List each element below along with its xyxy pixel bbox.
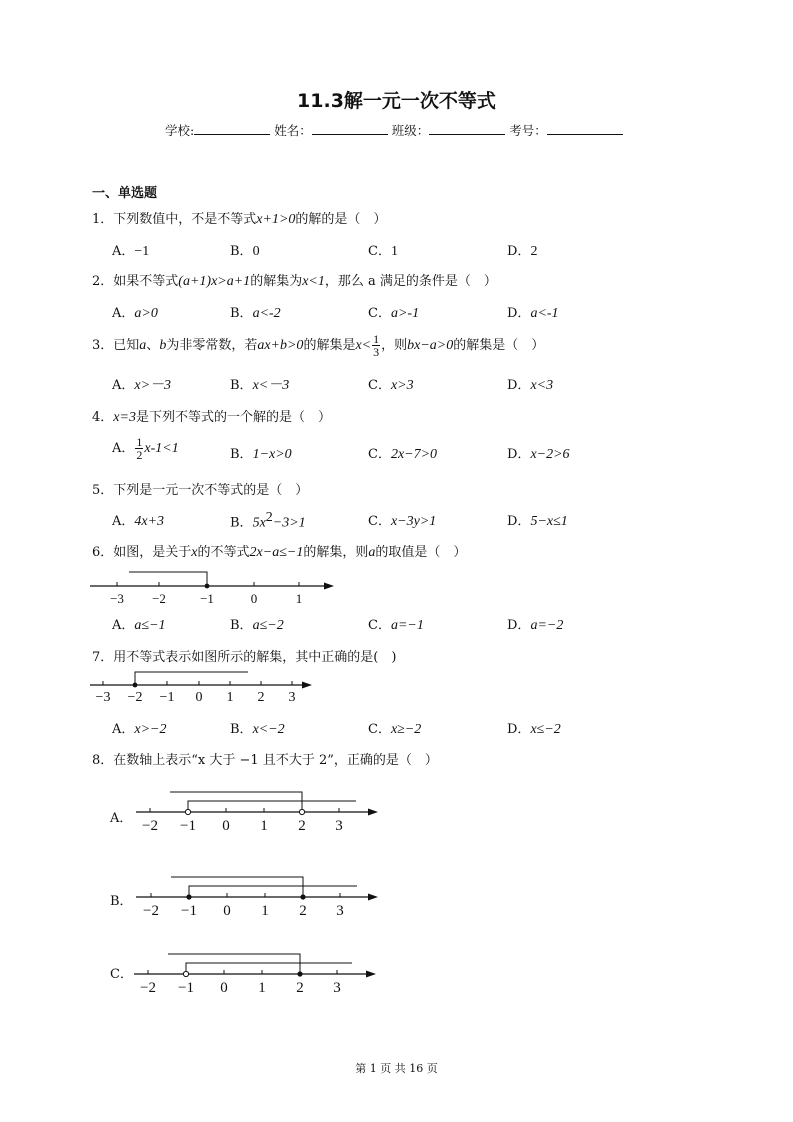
question-text: 是下列不等式的一个解的是（ ） <box>135 410 331 425</box>
option-6c <box>368 614 424 634</box>
tick-label: 0 <box>250 591 258 606</box>
fraction-numerator: 1 <box>373 332 380 346</box>
option-text: a≤−1 <box>134 618 166 633</box>
option-2b <box>230 302 281 322</box>
option-7a <box>112 718 167 738</box>
question-number: 6． <box>92 545 114 560</box>
option-7c <box>368 718 421 738</box>
math-expression: 2x−a≤−1 <box>249 545 304 560</box>
option-label: A． <box>112 378 135 393</box>
option-label: B． <box>230 722 253 737</box>
fraction-denominator: 3 <box>373 345 380 359</box>
question-number: 7． <box>92 650 114 665</box>
option-label: C． <box>368 378 391 393</box>
option-label: C． <box>368 447 391 462</box>
option-text: x>3 <box>390 378 414 393</box>
option-label: D． <box>507 378 531 393</box>
option-text: 1 <box>390 244 398 259</box>
name-label: 姓名： <box>274 123 312 138</box>
exam-no-label: 考号： <box>509 123 547 138</box>
question-number: 8． <box>92 753 114 768</box>
exam-no-blank <box>547 122 623 135</box>
option-5b <box>230 510 306 531</box>
option-6b <box>230 614 284 634</box>
tick-label: 2 <box>299 903 307 919</box>
question-text: 的解集，则 <box>303 545 369 560</box>
option-7b <box>230 718 285 738</box>
option-label: B． <box>230 515 253 531</box>
tick-label: −2 <box>143 903 159 919</box>
tick-label: −1 <box>178 980 194 996</box>
question-text: 的解集是 <box>303 338 356 353</box>
question-number: 5． <box>92 483 114 498</box>
math-expression: x+1>0 <box>256 212 296 227</box>
axis-arrow <box>368 809 378 816</box>
bracket-lower <box>188 801 356 812</box>
option-text: 1−x>0 <box>252 447 292 462</box>
tick-label: 2 <box>298 818 306 834</box>
fraction-numerator: 1 <box>136 435 143 449</box>
tick-label: 2 <box>296 980 304 996</box>
option-text: x<3 <box>530 378 554 393</box>
endpoint-open <box>185 809 190 814</box>
tick-label: 1 <box>261 903 269 919</box>
question-text: 在数轴上表示“x 大于 −1 且不大于 2”，正确的是（ ） <box>113 753 438 768</box>
option-8a-label: A． <box>110 811 133 826</box>
tick-label: −2 <box>152 591 166 606</box>
question-1 <box>92 208 386 228</box>
option-5a <box>112 510 164 530</box>
endpoint-solid <box>205 584 210 589</box>
question-text: ，则 <box>381 338 408 353</box>
question-text: 的取值是（ ） <box>375 545 467 560</box>
option-label: C． <box>368 514 391 529</box>
option-label: A． <box>112 722 135 737</box>
question-4 <box>92 406 331 426</box>
option-text: a≤−2 <box>252 618 284 633</box>
option-6d <box>507 614 563 634</box>
option-6a <box>112 614 166 634</box>
bracket-upper <box>168 954 300 974</box>
bracket-upper <box>170 792 302 812</box>
option-label: A． <box>112 514 135 529</box>
question-text: 下列是一元一次不等式的是（ ） <box>113 483 309 498</box>
question-8 <box>92 749 438 768</box>
separator: 、 <box>146 338 160 353</box>
option-3a <box>112 374 171 394</box>
option-text: a>-1 <box>390 306 420 321</box>
fraction <box>135 436 143 461</box>
option-label: B． <box>230 244 253 259</box>
option-text: x-1<1 <box>144 441 179 456</box>
option-2c <box>368 302 419 322</box>
solution-bracket <box>135 672 248 685</box>
option-text: 5−x≤1 <box>530 514 568 529</box>
variable: x <box>191 545 198 560</box>
solution-bracket <box>129 572 207 586</box>
option-text: a<-2 <box>252 306 281 321</box>
option-text: 5x <box>252 515 266 531</box>
option-3d <box>507 374 553 394</box>
fraction <box>372 333 380 358</box>
student-info-line <box>165 121 625 139</box>
axis-arrow <box>324 583 334 590</box>
option-label: B． <box>230 378 253 393</box>
tick-label: 3 <box>288 690 296 705</box>
endpoint-solid <box>297 971 302 976</box>
math-expression: ax+b>0 <box>257 338 304 353</box>
tick-label: 3 <box>336 903 344 919</box>
tick-label: 0 <box>223 903 231 919</box>
question-number: 4． <box>92 410 114 425</box>
option-text: x−2>6 <box>530 447 570 462</box>
number-line-q7 <box>88 666 318 706</box>
option-1c <box>368 240 398 260</box>
option-2a <box>112 302 158 322</box>
question-text: ，那么 a 满足的条件是（ ） <box>324 274 497 289</box>
tick-label: 3 <box>333 980 341 996</box>
option-1a <box>112 240 149 260</box>
tick-label: 0 <box>220 980 228 996</box>
tick-label: 2 <box>257 690 265 705</box>
question-number: 3． <box>92 338 114 353</box>
option-text: 2 <box>530 244 538 259</box>
option-8b-label: B． <box>110 894 133 909</box>
option-4c <box>368 443 437 463</box>
tick-label: −3 <box>95 690 111 705</box>
option-4a <box>112 436 179 461</box>
question-text: 的解集为 <box>250 274 303 289</box>
endpoint-solid <box>186 894 191 899</box>
option-text: a=−2 <box>530 618 564 633</box>
option-text: 4x+3 <box>134 514 165 529</box>
math-expression: x=3 <box>113 410 136 425</box>
option-8c-label: C． <box>110 967 133 982</box>
endpoint-open <box>183 971 188 976</box>
question-text: 的解的是（ ） <box>295 212 387 227</box>
option-3c <box>368 374 414 394</box>
option-3b <box>230 374 289 394</box>
tick-label: 0 <box>222 818 230 834</box>
option-1b <box>230 240 260 260</box>
tick-label: −2 <box>142 818 158 834</box>
option-text: x<−2 <box>252 722 285 737</box>
exponent: 2 <box>265 510 273 525</box>
endpoint-solid <box>300 894 305 899</box>
option-4d <box>507 443 570 463</box>
axis-arrow <box>368 894 378 901</box>
bracket-upper <box>171 877 303 897</box>
question-text: 如图，是关于 <box>113 545 192 560</box>
option-text: x<－3 <box>252 378 290 393</box>
option-label: A． <box>112 618 135 633</box>
option-text: a>0 <box>134 306 158 321</box>
class-blank <box>429 122 505 135</box>
question-text: 的解集是（ ） <box>453 338 545 353</box>
option-1d <box>507 240 537 260</box>
option-label: D． <box>507 722 531 737</box>
number-line-q8a <box>130 786 390 836</box>
question-text: 的不等式 <box>197 545 250 560</box>
math-expression: (a+1)x>a+1 <box>178 274 251 289</box>
endpoint-open <box>299 809 304 814</box>
number-line-q8b <box>130 870 390 920</box>
question-text: 已知 <box>113 338 140 353</box>
option-label: A． <box>112 441 135 456</box>
option-label: A． <box>112 306 135 321</box>
tick-label: −3 <box>110 591 124 606</box>
school-label: 学校: <box>165 123 195 138</box>
option-text: −1 <box>134 244 150 259</box>
bracket-lower <box>189 886 357 897</box>
math-expression: x< <box>355 338 372 353</box>
axis-arrow <box>302 682 312 689</box>
math-expression: x<1 <box>302 274 325 289</box>
option-text: a=−1 <box>390 618 424 633</box>
option-text: x≥−2 <box>390 722 422 737</box>
question-number: 2． <box>92 274 114 289</box>
number-line-q8c <box>128 946 388 996</box>
option-label: D． <box>507 447 531 462</box>
option-label: C． <box>368 306 391 321</box>
option-text: −3>1 <box>272 515 306 531</box>
question-6 <box>92 541 466 561</box>
section-heading: 一、单选题 <box>92 186 158 201</box>
question-5 <box>92 479 308 498</box>
option-label: C． <box>368 618 391 633</box>
question-number: 1． <box>92 212 114 227</box>
tick-label: 0 <box>195 690 203 705</box>
option-text: 0 <box>252 244 260 259</box>
question-2 <box>92 270 497 290</box>
tick-label: −1 <box>200 591 214 606</box>
question-text: 如果不等式 <box>113 274 179 289</box>
option-5d <box>507 510 568 530</box>
option-label: B． <box>230 618 253 633</box>
option-label: D． <box>507 618 531 633</box>
page-title: 11.3解一元一次不等式 <box>297 90 496 112</box>
tick-label: 1 <box>258 980 266 996</box>
number-line-q6 <box>88 562 338 607</box>
option-label: B． <box>230 447 253 462</box>
option-5c <box>368 510 436 530</box>
variable: a <box>139 338 147 353</box>
tick-label: −1 <box>159 690 175 705</box>
variable: b <box>159 338 167 353</box>
option-text: x≤−2 <box>530 722 561 737</box>
question-3 <box>92 333 544 358</box>
tick-label: −1 <box>180 818 196 834</box>
page-footer: 第 1 页 共 16 页 <box>355 1062 438 1075</box>
option-4b <box>230 443 292 463</box>
option-label: A． <box>112 244 135 259</box>
class-label: 班级： <box>391 123 430 138</box>
option-label: D． <box>507 306 531 321</box>
option-text: x−3y>1 <box>390 514 437 529</box>
option-label: C． <box>368 722 391 737</box>
math-expression: bx−a>0 <box>407 338 454 353</box>
tick-label: 1 <box>260 818 268 834</box>
option-7d <box>507 718 561 738</box>
question-text: 为非零常数，若 <box>166 338 258 353</box>
name-blank <box>312 122 388 135</box>
school-blank <box>194 122 270 135</box>
fraction-denominator: 2 <box>136 448 143 462</box>
tick-label: 3 <box>335 818 343 834</box>
option-text: a<-1 <box>530 306 559 321</box>
tick-label: 1 <box>226 690 234 705</box>
endpoint-solid <box>133 683 138 688</box>
tick-label: −2 <box>127 690 143 705</box>
option-label: C． <box>368 244 391 259</box>
bracket-lower <box>186 963 352 974</box>
axis-arrow <box>366 971 376 978</box>
variable: a <box>368 545 376 560</box>
option-label: D． <box>507 514 531 529</box>
option-label: B． <box>230 306 253 321</box>
question-text: 下列数值中，不是不等式 <box>113 212 257 227</box>
question-7 <box>92 646 396 665</box>
tick-label: −2 <box>140 980 156 996</box>
option-label: D． <box>507 244 531 259</box>
tick-label: 1 <box>295 591 303 606</box>
option-text: 2x−7>0 <box>390 447 438 462</box>
question-text: 用不等式表示如图所示的解集，其中正确的是( ) <box>113 650 397 665</box>
option-2d <box>507 302 559 322</box>
tick-label: −1 <box>181 903 197 919</box>
option-text: x>−2 <box>134 722 167 737</box>
option-text: x>－3 <box>134 378 172 393</box>
